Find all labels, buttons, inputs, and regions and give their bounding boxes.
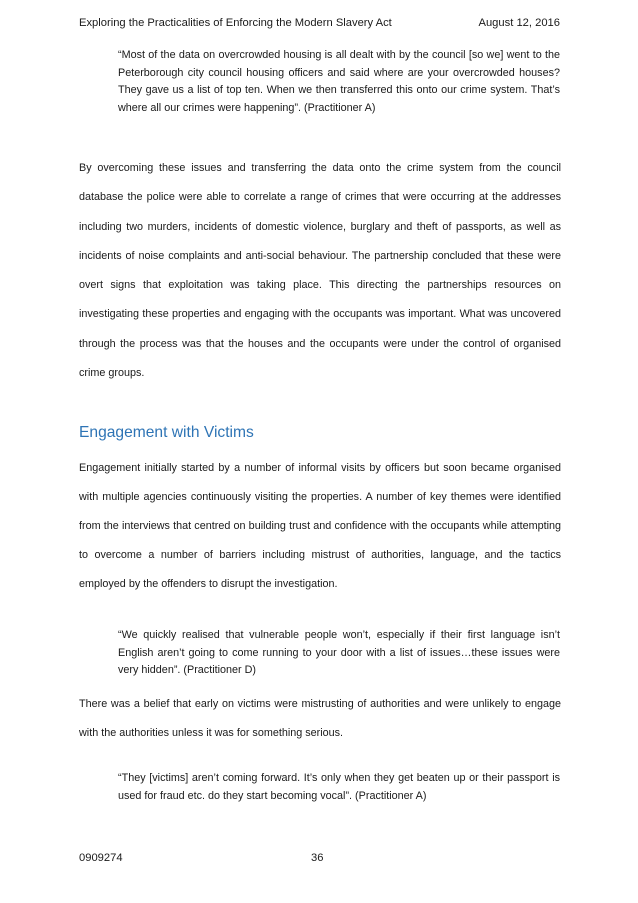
paragraph-mistrust: There was a belief that early on victims were mistrusting of authorities and were unlikely to engage with the authorities unless it was for something serious. bbox=[79, 698, 561, 739]
paragraph-crime-correlation: By overcoming these issues and transferring the data onto the crime system from the council database the police were able to correlate a range of crimes that were occurring at the addresses including two murders, incidents of domestic violence, burglary and theft of passports, as well as incidents of noise complaints and anti-social behaviour. The partnership concluded that these were overt signs that exploitation was taking place. This directing the partnerships resources on investigating these properties and engaging with the occupants was important. What was uncovered through the process was that the houses and the occupants were under the control of organised crime groups. bbox=[79, 162, 561, 380]
section-heading: Engagement with Victims bbox=[79, 424, 254, 441]
page-header bbox=[79, 16, 560, 30]
paragraph-engagement: Engagement initially started by a number of informal visits by officers but soon became organised with multiple agencies continuously visiting the properties. A number of key themes were identified from the interviews that centred on building trust and confidence with the occupants while attempting to overcome a number of barriers including mistrust of authorities, language, and the tactics employed by the offenders to disrupt the investigation. bbox=[79, 462, 561, 590]
header-date: August 12, 2016 bbox=[478, 17, 560, 29]
header-title: Exploring the Practicalities of Enforcing the Modern Slavery Act bbox=[79, 17, 392, 29]
footer-page-number: 36 bbox=[311, 852, 324, 864]
quote-practitioner-d: “We quickly realised that vulnerable people won’t, especially if their first language isn’t English aren’t going to come running to your door with a list of issues…these issues were very hidden”. (Practitioner D) bbox=[118, 629, 560, 677]
quote-practitioner-a-housing: “Most of the data on overcrowded housing is all dealt with by the council [so we] went to the Peterborough city council housing officers and said where are your overcrowded houses? They gave us a list of top ten. When we then transferred this onto our crime system. That’s where all our crimes were happening”. (Practitioner A) bbox=[118, 49, 560, 114]
quote-practitioner-a-victims: “They [victims] aren’t coming forward. It’s only when they get beaten up or their passport is used for fraud etc. do they start becoming vocal”. (Practitioner A) bbox=[118, 772, 560, 802]
footer-student-id: 0909274 bbox=[79, 852, 123, 864]
